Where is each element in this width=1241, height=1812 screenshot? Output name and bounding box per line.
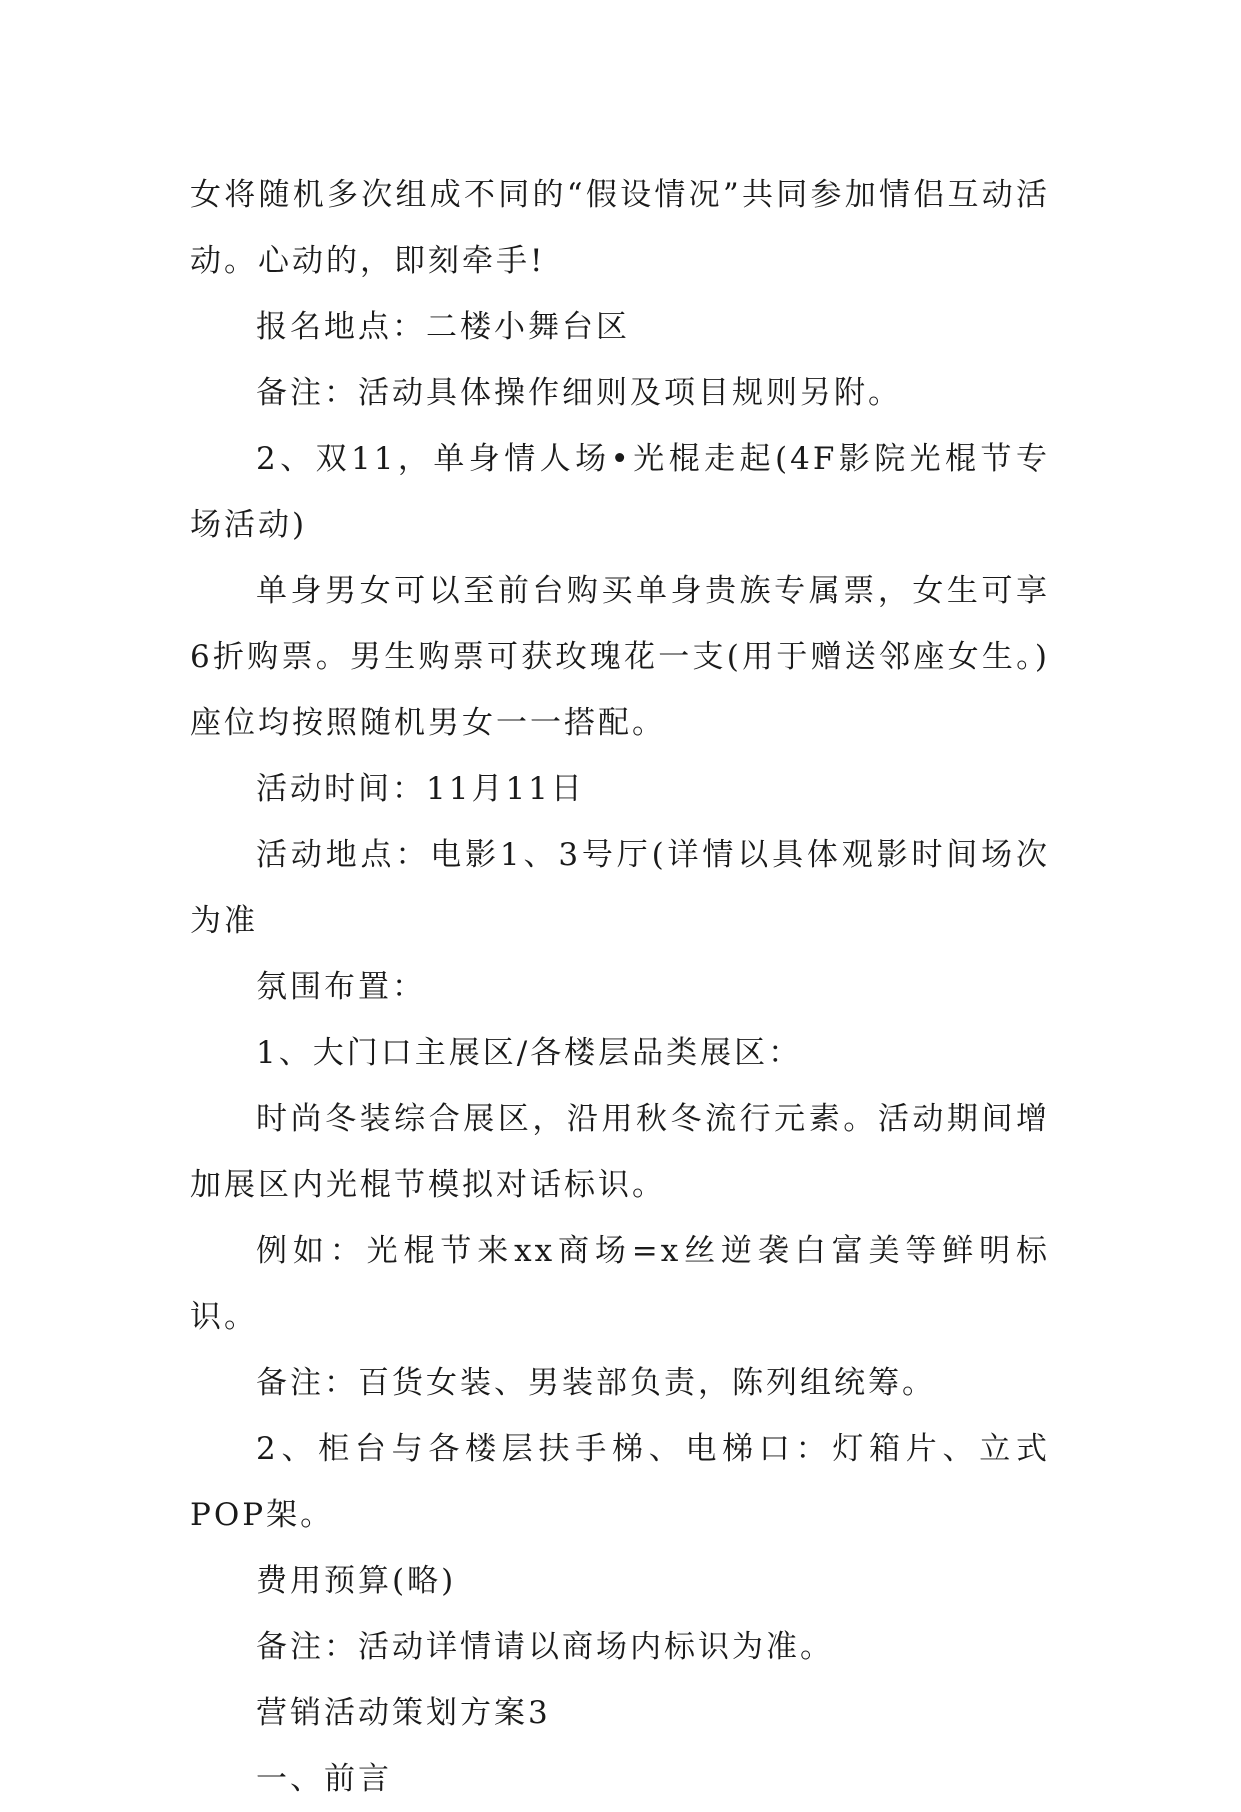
paragraph: 活动时间：11月11日 xyxy=(256,771,585,807)
document-body xyxy=(190,162,1050,1812)
paragraph: 2、双11，单身情人场•光棍走起(4F影院光棍节专场活动) xyxy=(190,441,1050,543)
paragraph: 活动地点：电影1、3号厅(详情以具体观影时间场次为准 xyxy=(190,837,1050,939)
subsection-heading: 一、前言 xyxy=(256,1761,392,1797)
section-heading: 营销活动策划方案3 xyxy=(256,1695,551,1731)
paragraph: 2、柜台与各楼层扶手梯、电梯口：灯箱片、立式POP架。 xyxy=(190,1431,1050,1533)
paragraph: 1、大门口主展区/各楼层品类展区： xyxy=(256,1035,803,1071)
paragraph: 费用预算(略) xyxy=(256,1563,457,1599)
paragraph: 备注：百货女装、男装部负责，陈列组统筹。 xyxy=(256,1365,936,1401)
paragraph: 备注：活动详情请以商场内标识为准。 xyxy=(256,1629,834,1665)
paragraph: 备注：活动具体操作细则及项目规则另附。 xyxy=(256,375,902,411)
paragraph: 女将随机多次组成不同的“假设情况”共同参加情侣互动活动。心动的，即刻牵手! xyxy=(190,177,1050,279)
paragraph: 例如：光棍节来xx商场=x丝逆袭白富美等鲜明标识。 xyxy=(190,1233,1050,1335)
paragraph: 时尚冬装综合展区，沿用秋冬流行元素。活动期间增加展区内光棍节模拟对话标识。 xyxy=(190,1101,1050,1203)
paragraph: 单身男女可以至前台购买单身贵族专属票，女生可享6折购票。男生购票可获玫瑰花一支(用于赠送邻座女生。)座位均按照随机男女一一搭配。 xyxy=(190,573,1050,741)
paragraph: 氛围布置： xyxy=(256,969,426,1005)
paragraph: 报名地点：二楼小舞台区 xyxy=(256,309,630,345)
